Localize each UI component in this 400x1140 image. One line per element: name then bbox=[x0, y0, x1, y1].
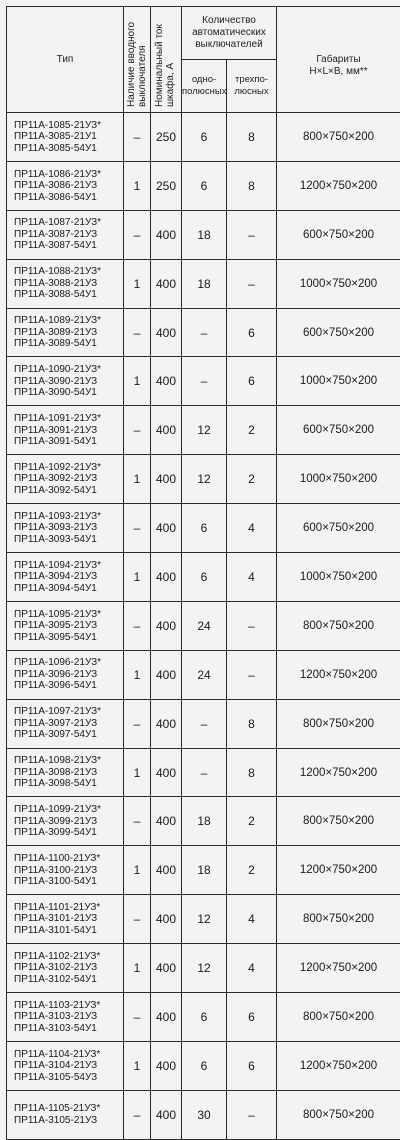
type-code: ПР11А-1093-21УЗ* bbox=[14, 511, 123, 523]
cell-dimensions: 800×750×200 bbox=[277, 601, 400, 650]
cell-rated-current: 400 bbox=[151, 553, 182, 602]
type-code: ПР11А-1092-21УЗ* bbox=[14, 462, 123, 474]
cell-three-pole: 4 bbox=[227, 553, 277, 602]
header-type: Тип bbox=[7, 7, 124, 113]
cell-type bbox=[7, 553, 124, 602]
table-row bbox=[7, 259, 400, 308]
cell-dimensions: 800×750×200 bbox=[277, 993, 400, 1042]
table-row bbox=[7, 553, 400, 602]
type-code: ПР11А-3091-21УЗ bbox=[14, 425, 123, 437]
cell-type bbox=[7, 455, 124, 504]
cell-single-pole: 18 bbox=[182, 259, 227, 308]
type-code: ПР11А-1094-21УЗ* bbox=[14, 560, 123, 572]
cell-input-switch: 1 bbox=[124, 846, 151, 895]
header-single-pole: одно- полюсных bbox=[182, 60, 227, 113]
type-code: ПР11А-3095-54У1 bbox=[14, 632, 123, 644]
cell-three-pole: 8 bbox=[227, 161, 277, 210]
cell-single-pole: – bbox=[182, 357, 227, 406]
cell-rated-current: 400 bbox=[151, 1041, 182, 1090]
cell-type bbox=[7, 797, 124, 846]
type-code: ПР11А-3105-21УЗ bbox=[14, 1115, 123, 1127]
cell-single-pole: 12 bbox=[182, 455, 227, 504]
type-code: ПР11А-3091-54У1 bbox=[14, 436, 123, 448]
type-code: ПР11А-3086-21УЗ bbox=[14, 180, 123, 192]
cell-dimensions: 800×750×200 bbox=[277, 895, 400, 944]
cell-single-pole: 24 bbox=[182, 650, 227, 699]
type-code: ПР11А-1102-21УЗ* bbox=[14, 951, 123, 963]
type-code: ПР11А-3089-21УЗ bbox=[14, 327, 123, 339]
cell-input-switch: 1 bbox=[124, 944, 151, 993]
type-code: ПР11А-1105-21УЗ* bbox=[14, 1103, 123, 1115]
cell-single-pole: 6 bbox=[182, 1041, 227, 1090]
type-code: ПР11А-3101-21УЗ bbox=[14, 913, 123, 925]
cell-input-switch: 1 bbox=[124, 1041, 151, 1090]
cell-three-pole: 6 bbox=[227, 993, 277, 1042]
table-row bbox=[7, 406, 400, 455]
cell-input-switch: – bbox=[124, 504, 151, 553]
cell-rated-current: 400 bbox=[151, 308, 182, 357]
cell-three-pole: – bbox=[227, 650, 277, 699]
type-code: ПР11А-1097-21УЗ* bbox=[14, 706, 123, 718]
type-code: ПР11А-3088-21УЗ bbox=[14, 278, 123, 290]
cell-three-pole: 2 bbox=[227, 455, 277, 504]
cell-dimensions: 800×750×200 bbox=[277, 699, 400, 748]
header-input-switch-text: Наличие вводного выключателя bbox=[126, 9, 148, 107]
cell-rated-current: 400 bbox=[151, 259, 182, 308]
cell-input-switch: – bbox=[124, 113, 151, 162]
cell-rated-current: 400 bbox=[151, 504, 182, 553]
cell-dimensions: 1000×750×200 bbox=[277, 553, 400, 602]
table-row bbox=[7, 797, 400, 846]
type-code: ПР11А-3085-54У1 bbox=[14, 143, 123, 155]
cell-type bbox=[7, 504, 124, 553]
cell-type bbox=[7, 699, 124, 748]
cell-input-switch: 1 bbox=[124, 161, 151, 210]
cell-input-switch: – bbox=[124, 895, 151, 944]
type-code: ПР11А-1096-21УЗ* bbox=[14, 657, 123, 669]
cell-three-pole: 8 bbox=[227, 113, 277, 162]
cell-dimensions: 600×750×200 bbox=[277, 504, 400, 553]
type-code: ПР11А-1103-21УЗ* bbox=[14, 1000, 123, 1012]
cell-dimensions: 1000×750×200 bbox=[277, 357, 400, 406]
table-row bbox=[7, 993, 400, 1042]
cell-type bbox=[7, 259, 124, 308]
cell-rated-current: 400 bbox=[151, 895, 182, 944]
table-header bbox=[7, 7, 400, 113]
table-row bbox=[7, 846, 400, 895]
cell-three-pole: 2 bbox=[227, 406, 277, 455]
type-code: ПР11А-3087-21УЗ bbox=[14, 229, 123, 241]
type-code: ПР11А-1090-21УЗ* bbox=[14, 364, 123, 376]
cell-single-pole: 30 bbox=[182, 1090, 227, 1139]
cell-dimensions: 1200×750×200 bbox=[277, 1041, 400, 1090]
cell-dimensions: 800×750×200 bbox=[277, 1090, 400, 1139]
cell-rated-current: 400 bbox=[151, 993, 182, 1042]
header-rated-current bbox=[151, 7, 182, 113]
table-row bbox=[7, 601, 400, 650]
type-code: ПР11А-3095-21УЗ bbox=[14, 620, 123, 632]
cell-single-pole: – bbox=[182, 308, 227, 357]
cell-three-pole: 6 bbox=[227, 1041, 277, 1090]
cell-dimensions: 1200×750×200 bbox=[277, 944, 400, 993]
cell-single-pole: 6 bbox=[182, 553, 227, 602]
cell-dimensions: 800×750×200 bbox=[277, 797, 400, 846]
cell-type bbox=[7, 1090, 124, 1139]
cell-type bbox=[7, 113, 124, 162]
type-code: ПР11А-3085-21У1 bbox=[14, 131, 123, 143]
table-row bbox=[7, 895, 400, 944]
cell-type bbox=[7, 895, 124, 944]
cell-type bbox=[7, 161, 124, 210]
cell-dimensions: 1000×750×200 bbox=[277, 455, 400, 504]
cell-three-pole: 8 bbox=[227, 748, 277, 797]
cell-dimensions: 1000×750×200 bbox=[277, 259, 400, 308]
table-row bbox=[7, 504, 400, 553]
type-code: ПР11А-3086-54У1 bbox=[14, 192, 123, 204]
type-code: ПР11А-1086-21УЗ* bbox=[14, 169, 123, 181]
type-code: ПР11А-1101-21УЗ* bbox=[14, 902, 123, 914]
type-code: ПР11А-3097-21УЗ bbox=[14, 718, 123, 730]
cell-single-pole: 24 bbox=[182, 601, 227, 650]
type-code: ПР11А-3093-21УЗ bbox=[14, 522, 123, 534]
cell-three-pole: – bbox=[227, 210, 277, 259]
header-rated-current-text: Номинальный ток шкафа, А bbox=[154, 9, 178, 107]
cell-rated-current: 400 bbox=[151, 699, 182, 748]
type-code: ПР11А-3103-54У1 bbox=[14, 1023, 123, 1035]
cell-type bbox=[7, 748, 124, 797]
table-row bbox=[7, 161, 400, 210]
type-code: ПР11А-3099-54У1 bbox=[14, 827, 123, 839]
cell-single-pole: – bbox=[182, 699, 227, 748]
table-row bbox=[7, 113, 400, 162]
cell-input-switch: – bbox=[124, 308, 151, 357]
cell-three-pole: 2 bbox=[227, 797, 277, 846]
cell-type bbox=[7, 1041, 124, 1090]
cell-three-pole: 6 bbox=[227, 308, 277, 357]
header-input-switch bbox=[124, 7, 151, 113]
table-row bbox=[7, 748, 400, 797]
type-code: ПР11А-3096-21УЗ bbox=[14, 669, 123, 681]
type-code: ПР11А-3100-54У1 bbox=[14, 876, 123, 888]
type-code: ПР11А-3094-54У1 bbox=[14, 583, 123, 595]
cell-single-pole: 18 bbox=[182, 210, 227, 259]
cell-type bbox=[7, 650, 124, 699]
cell-single-pole: 18 bbox=[182, 797, 227, 846]
type-code: ПР11А-3092-21УЗ bbox=[14, 473, 123, 485]
type-code: ПР11А-1087-21УЗ* bbox=[14, 217, 123, 229]
cell-input-switch: – bbox=[124, 210, 151, 259]
cell-type bbox=[7, 357, 124, 406]
table-row bbox=[7, 650, 400, 699]
cell-three-pole: 4 bbox=[227, 504, 277, 553]
cell-type bbox=[7, 944, 124, 993]
cell-three-pole: – bbox=[227, 601, 277, 650]
cell-dimensions: 600×750×200 bbox=[277, 406, 400, 455]
cell-rated-current: 250 bbox=[151, 161, 182, 210]
cell-rated-current: 400 bbox=[151, 748, 182, 797]
cell-single-pole: – bbox=[182, 748, 227, 797]
table-row bbox=[7, 308, 400, 357]
cell-single-pole: 6 bbox=[182, 161, 227, 210]
table-row bbox=[7, 944, 400, 993]
cell-dimensions: 800×750×200 bbox=[277, 113, 400, 162]
cell-input-switch: – bbox=[124, 406, 151, 455]
cell-input-switch: 1 bbox=[124, 748, 151, 797]
cell-dimensions: 1200×750×200 bbox=[277, 748, 400, 797]
type-code: ПР11А-3088-54У1 bbox=[14, 289, 123, 301]
table-body bbox=[7, 113, 400, 1140]
cell-rated-current: 400 bbox=[151, 846, 182, 895]
cell-single-pole: 18 bbox=[182, 846, 227, 895]
cell-rated-current: 400 bbox=[151, 210, 182, 259]
cell-single-pole: 6 bbox=[182, 993, 227, 1042]
cell-type bbox=[7, 993, 124, 1042]
cell-three-pole: – bbox=[227, 259, 277, 308]
cell-single-pole: 12 bbox=[182, 895, 227, 944]
type-code: ПР11А-1091-21УЗ* bbox=[14, 413, 123, 425]
table-row bbox=[7, 210, 400, 259]
cell-input-switch: 1 bbox=[124, 553, 151, 602]
header-dimensions bbox=[277, 7, 400, 113]
table-row bbox=[7, 455, 400, 504]
cell-single-pole: 6 bbox=[182, 113, 227, 162]
cell-three-pole: 8 bbox=[227, 699, 277, 748]
cell-type bbox=[7, 406, 124, 455]
table-row bbox=[7, 1090, 400, 1139]
cell-type bbox=[7, 210, 124, 259]
table-row bbox=[7, 1041, 400, 1090]
header-dimensions-text: Габариты H×L×B, мм** bbox=[299, 54, 379, 78]
cell-single-pole: 12 bbox=[182, 944, 227, 993]
type-code: ПР11А-1098-21УЗ* bbox=[14, 755, 123, 767]
type-code: ПР11А-3092-54У1 bbox=[14, 485, 123, 497]
switchboard-spec-table bbox=[6, 6, 400, 1140]
type-code: ПР11А-1100-21УЗ* bbox=[14, 853, 123, 865]
type-code: ПР11А-3094-21УЗ bbox=[14, 571, 123, 583]
cell-rated-current: 400 bbox=[151, 455, 182, 504]
cell-three-pole: 6 bbox=[227, 357, 277, 406]
cell-rated-current: 400 bbox=[151, 601, 182, 650]
cell-input-switch: 1 bbox=[124, 259, 151, 308]
type-code: ПР11А-1085-21УЗ* bbox=[14, 120, 123, 132]
type-code: ПР11А-3089-54У1 bbox=[14, 338, 123, 350]
type-code: ПР11А-1089-21УЗ* bbox=[14, 315, 123, 327]
type-code: ПР11А-3096-54У1 bbox=[14, 680, 123, 692]
type-code: ПР11А-1104-21УЗ* bbox=[14, 1049, 123, 1061]
type-code: ПР11А-1099-21УЗ* bbox=[14, 804, 123, 816]
cell-input-switch: 1 bbox=[124, 357, 151, 406]
cell-type bbox=[7, 846, 124, 895]
cell-type bbox=[7, 601, 124, 650]
cell-input-switch: – bbox=[124, 1090, 151, 1139]
cell-dimensions: 600×750×200 bbox=[277, 210, 400, 259]
cell-dimensions: 1200×750×200 bbox=[277, 650, 400, 699]
cell-input-switch: – bbox=[124, 993, 151, 1042]
cell-rated-current: 400 bbox=[151, 357, 182, 406]
cell-single-pole: 12 bbox=[182, 406, 227, 455]
header-breakers-count: Количество автоматических выключателей bbox=[182, 7, 277, 60]
type-code: ПР11А-3099-21УЗ bbox=[14, 816, 123, 828]
type-code: ПР11А-3102-54У1 bbox=[14, 974, 123, 986]
type-code: ПР11А-3104-21УЗ bbox=[14, 1060, 123, 1072]
cell-input-switch: – bbox=[124, 797, 151, 846]
type-code: ПР11А-3097-54У1 bbox=[14, 729, 123, 741]
type-code: ПР11А-3098-21УЗ bbox=[14, 767, 123, 779]
type-code: ПР11А-3101-54У1 bbox=[14, 925, 123, 937]
type-code: ПР11А-3102-21УЗ bbox=[14, 962, 123, 974]
cell-three-pole: 4 bbox=[227, 944, 277, 993]
type-code: ПР11А-3105-54УЗ bbox=[14, 1072, 123, 1084]
type-code: ПР11А-3100-21УЗ bbox=[14, 865, 123, 877]
cell-rated-current: 400 bbox=[151, 1090, 182, 1139]
cell-rated-current: 400 bbox=[151, 650, 182, 699]
type-code: ПР11А-1095-21УЗ* bbox=[14, 609, 123, 621]
type-code: ПР11А-3090-54У1 bbox=[14, 387, 123, 399]
type-code: ПР11А-3093-54У1 bbox=[14, 534, 123, 546]
cell-input-switch: – bbox=[124, 699, 151, 748]
cell-dimensions: 1200×750×200 bbox=[277, 846, 400, 895]
type-code: ПР11А-3090-21УЗ bbox=[14, 376, 123, 388]
type-code: ПР11А-3103-21УЗ bbox=[14, 1011, 123, 1023]
cell-three-pole: – bbox=[227, 1090, 277, 1139]
cell-rated-current: 400 bbox=[151, 406, 182, 455]
cell-rated-current: 400 bbox=[151, 797, 182, 846]
cell-input-switch: 1 bbox=[124, 455, 151, 504]
cell-input-switch: 1 bbox=[124, 650, 151, 699]
cell-type bbox=[7, 308, 124, 357]
cell-rated-current: 400 bbox=[151, 944, 182, 993]
header-three-pole: трехпо- люсных bbox=[227, 60, 277, 113]
cell-three-pole: 4 bbox=[227, 895, 277, 944]
cell-rated-current: 250 bbox=[151, 113, 182, 162]
table-row bbox=[7, 699, 400, 748]
cell-three-pole: 2 bbox=[227, 846, 277, 895]
cell-dimensions: 1200×750×200 bbox=[277, 161, 400, 210]
cell-input-switch: – bbox=[124, 601, 151, 650]
cell-single-pole: 6 bbox=[182, 504, 227, 553]
type-code: ПР11А-1088-21УЗ* bbox=[14, 266, 123, 278]
table-row bbox=[7, 357, 400, 406]
type-code: ПР11А-3087-54У1 bbox=[14, 240, 123, 252]
type-code: ПР11А-3098-54У1 bbox=[14, 778, 123, 790]
cell-dimensions: 600×750×200 bbox=[277, 308, 400, 357]
